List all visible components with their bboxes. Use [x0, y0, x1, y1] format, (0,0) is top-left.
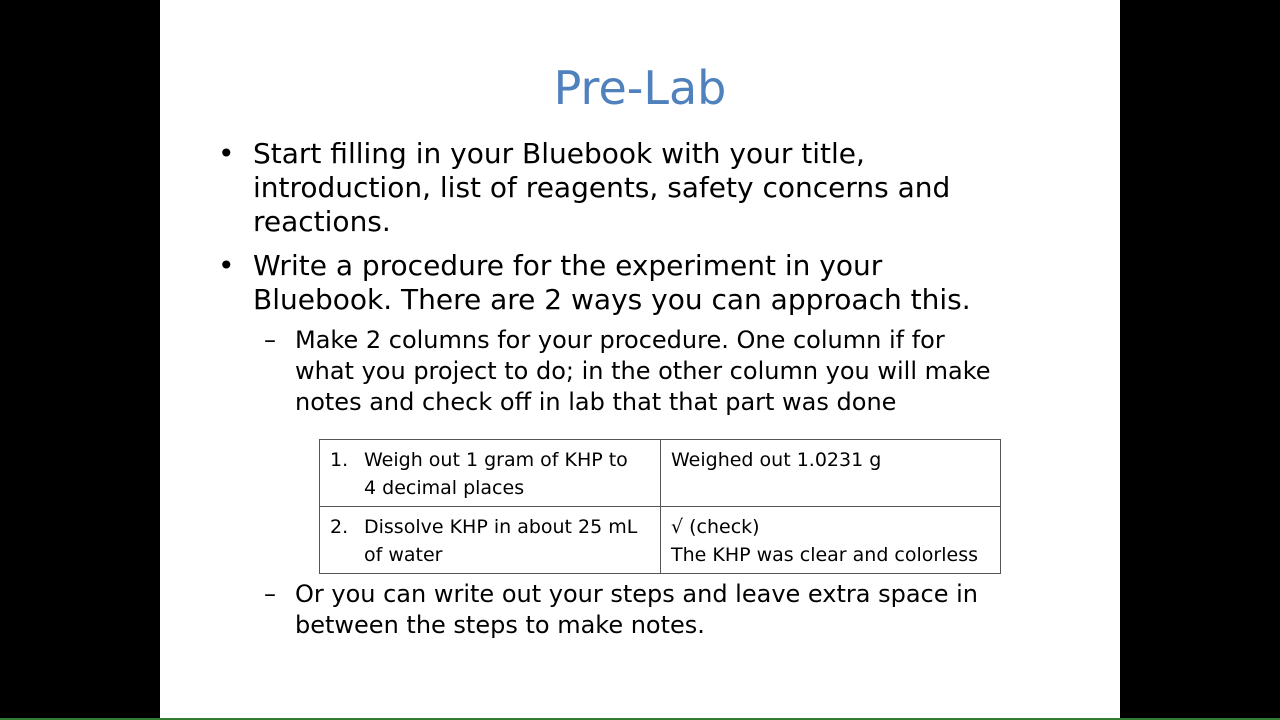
- table-row: [320, 507, 1001, 574]
- table-cell-note: [661, 507, 1001, 574]
- subbullet-line: Or you can write out your steps and leave extra space in: [295, 580, 978, 608]
- bullet-text: [253, 249, 1083, 317]
- step-number: 1.: [330, 449, 349, 471]
- subbullet-marker: –: [264, 326, 276, 354]
- bullet-line: Bluebook. There are 2 ways you can approach this.: [253, 283, 971, 316]
- step-line: Weigh out 1 gram of KHP to: [364, 449, 628, 471]
- note-line: Weighed out 1.0231 g: [671, 449, 882, 471]
- procedure-table: [319, 439, 1001, 574]
- subbullet-marker: –: [264, 580, 276, 608]
- table-row: [320, 440, 1001, 507]
- subbullet-line: Make 2 columns for your procedure. One column if for: [295, 326, 945, 354]
- step-line: Dissolve KHP in about 25 mL: [364, 516, 638, 538]
- slide: [160, 0, 1120, 718]
- subbullet-text: [295, 579, 1085, 641]
- step-line: 4 decimal places: [364, 477, 525, 499]
- step-text: [364, 513, 650, 569]
- step-text: [364, 446, 650, 502]
- table-cell-step: [320, 440, 661, 507]
- bullet-line: introduction, list of reagents, safety concerns and: [253, 171, 951, 204]
- table-cell-step: [320, 507, 661, 574]
- subbullet-line: what you project to do; in the other column you will make: [295, 357, 991, 385]
- bullet-marker: •: [218, 249, 235, 282]
- bullet-text: [253, 137, 1083, 239]
- bullet-marker: •: [218, 137, 235, 170]
- note-line: √ (check): [671, 516, 760, 538]
- step-line: of water: [364, 544, 443, 566]
- subbullet-text: [295, 325, 1085, 418]
- subbullet-line: between the steps to make notes.: [295, 611, 705, 639]
- step-number: 2.: [330, 516, 349, 538]
- subbullet-line: notes and check off in lab that that part was done: [295, 388, 897, 416]
- note-line: The KHP was clear and colorless: [671, 544, 978, 566]
- bullet-line: Write a procedure for the experiment in your: [253, 249, 883, 282]
- bullet-line: Start filling in your Bluebook with your title,: [253, 137, 865, 170]
- bullet-line: reactions.: [253, 205, 391, 238]
- slide-title: Pre-Lab: [553, 61, 727, 115]
- table-cell-note: [661, 440, 1001, 507]
